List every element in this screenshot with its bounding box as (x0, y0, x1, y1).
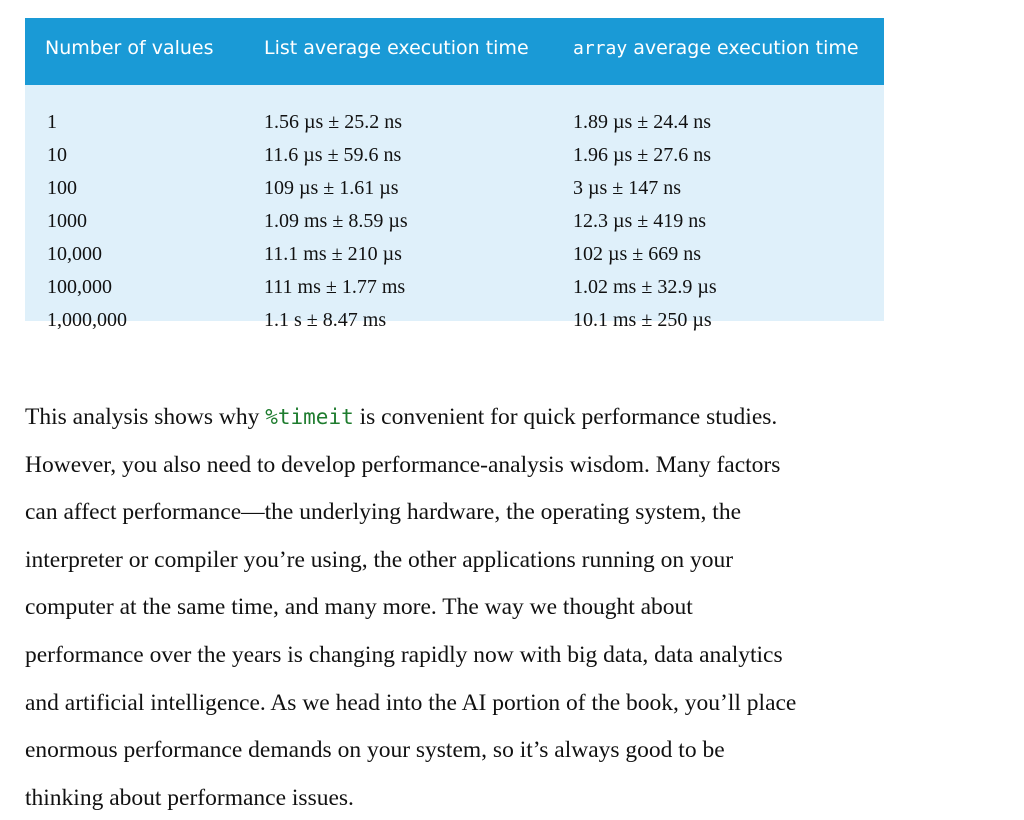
header-array-rest: average execution time (627, 37, 859, 59)
table-row (25, 138, 884, 171)
header-array-time (573, 37, 859, 59)
cell-array-time: 10.1 ms ± 250 µs (573, 309, 712, 331)
paragraph-line: However, you also need to develop performance-analysis wisdom. Many factors (25, 451, 781, 478)
table-row (25, 105, 884, 138)
cell-array-time: 1.02 ms ± 32.9 µs (573, 276, 717, 298)
paragraph-line: interpreter or compiler you’re using, the other applications running on your (25, 546, 734, 573)
table-row (25, 204, 884, 237)
cell-array-time: 102 µs ± 669 ns (573, 243, 702, 265)
cell-array-time: 3 µs ± 147 ns (573, 177, 682, 199)
paragraph-line: computer at the same time, and many more. The way we thought about (25, 594, 693, 621)
paragraph-line (25, 394, 1005, 442)
table-row (25, 237, 884, 270)
cell-array-time: 12.3 µs ± 419 ns (573, 210, 707, 232)
cell-list-time: 11.6 µs ± 59.6 ns (264, 144, 402, 166)
header-array-code: array (573, 38, 628, 59)
paragraph-line: can affect performance—the underlying hardware, the operating system, the (25, 499, 742, 526)
cell-array-time: 1.89 µs ± 24.4 ns (573, 111, 712, 133)
paragraph-line: performance over the years is changing rapidly now with big data, data analytics (25, 641, 783, 668)
cell-list-time: 1.1 s ± 8.47 ms (264, 309, 387, 331)
cell-number: 1000 (47, 210, 87, 232)
cell-number: 10 (47, 144, 67, 166)
header-number-of-values: Number of values (45, 37, 214, 59)
table-row (25, 171, 884, 204)
cell-number: 100,000 (47, 276, 112, 298)
cell-list-time: 1.56 µs ± 25.2 ns (264, 111, 403, 133)
header-list-time: List average execution time (264, 37, 529, 59)
cell-number: 1 (47, 111, 57, 133)
table-row (25, 303, 884, 336)
cell-list-time: 109 µs ± 1.61 µs (264, 177, 399, 199)
cell-list-time: 11.1 ms ± 210 µs (264, 243, 402, 265)
timeit-code: %timeit (265, 405, 354, 429)
paragraph-text: is convenient for quick performance studies. (353, 404, 778, 430)
body-paragraph (25, 394, 1005, 820)
paragraph-line: and artificial intelligence. As we head into the AI portion of the book, you’ll place (25, 689, 797, 716)
cell-array-time: 1.96 µs ± 27.6 ns (573, 144, 712, 166)
table-header (25, 18, 884, 85)
cell-number: 1,000,000 (47, 309, 127, 331)
table-body (25, 85, 884, 331)
cell-number: 10,000 (47, 243, 102, 265)
cell-list-time: 1.09 ms ± 8.59 µs (264, 210, 408, 232)
performance-table (25, 18, 884, 331)
paragraph-line: enormous performance demands on your system, so it’s always good to be (25, 737, 725, 764)
paragraph-text: This analysis shows why (25, 404, 266, 430)
paragraph-line: thinking about performance issues. (25, 784, 354, 811)
cell-number: 100 (47, 177, 77, 199)
cell-list-time: 111 ms ± 1.77 ms (264, 276, 406, 298)
table-row (25, 270, 884, 303)
